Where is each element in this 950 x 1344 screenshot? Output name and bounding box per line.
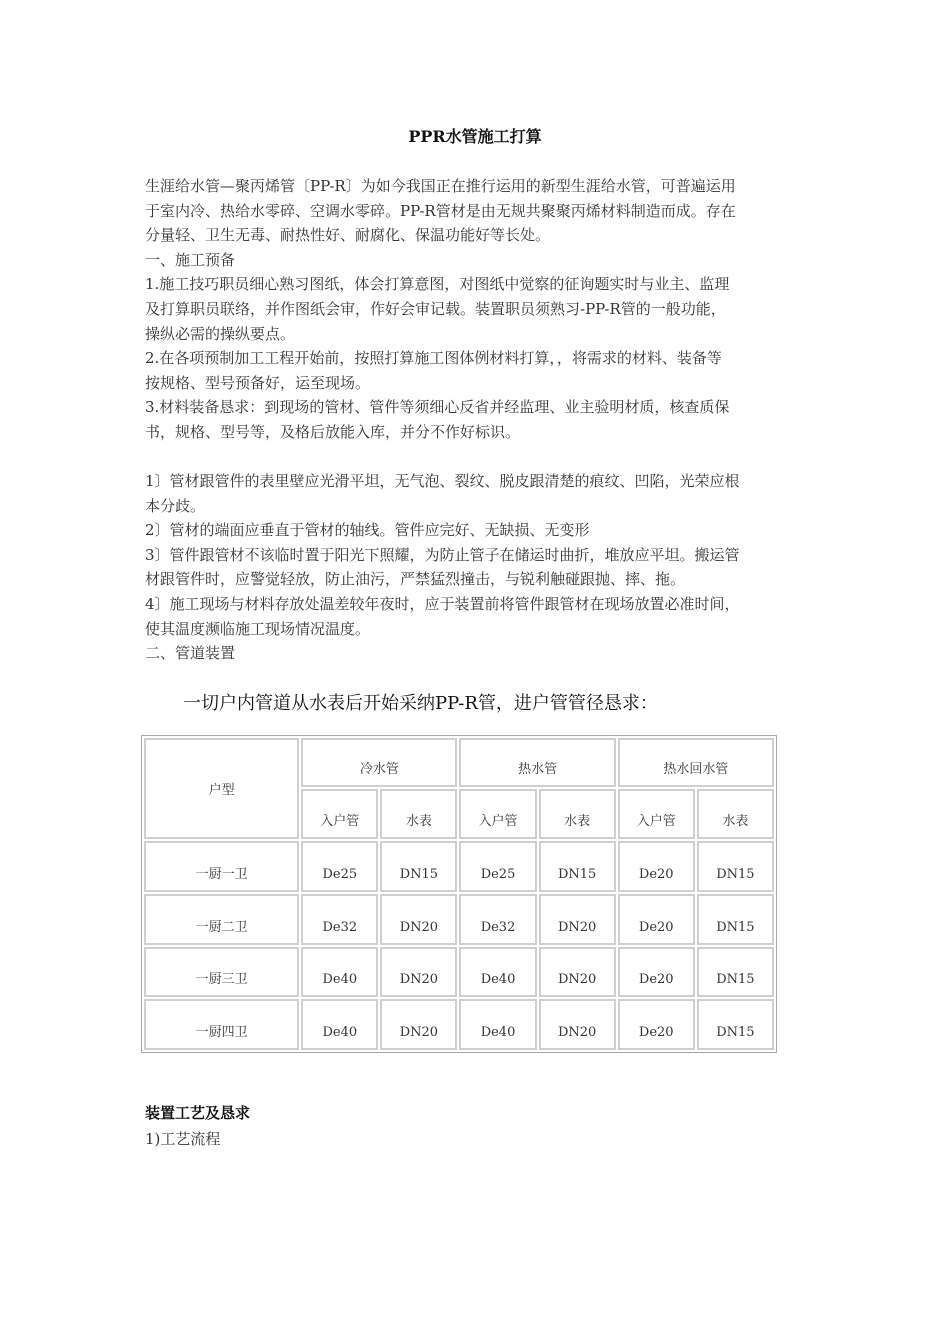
table-cell: DN20 xyxy=(539,999,616,1050)
paragraph-line: 3.材料装备恳求：到现场的管材、管件等须细心反省并经监理、业主验明材质，核查质保 xyxy=(145,398,730,417)
step-item: 1)工艺流程 xyxy=(145,1130,221,1148)
paragraph-line: 分量轻、卫生无毒、耐热性好、耐腐化、保温功能好等长处。 xyxy=(145,226,551,245)
table-cell: De40 xyxy=(301,999,378,1050)
paragraph-line: 生涯给水管—聚丙烯管〔PP-R〕为如今我国正在推行运用的新型生涯给水管，可普遍运用 xyxy=(145,177,736,195)
subheader-inlet: 入户管 xyxy=(618,789,695,840)
paragraph-line: 本分歧。 xyxy=(145,496,206,515)
subheader-meter: 水表 xyxy=(380,789,457,840)
table-header-row xyxy=(144,738,774,787)
subheader-inlet: 入户管 xyxy=(301,789,378,840)
header-hot-return: 热水回水管 xyxy=(618,738,774,787)
table-cell: De40 xyxy=(459,999,536,1050)
paragraph-line: 按规格、型号预备好，运至现场。 xyxy=(145,373,371,392)
paragraph-line: 4〕施工现场与材料存放处温差较年夜时，应于装置前将管件跟管材在现场放置必准时间， xyxy=(145,594,740,613)
table-cell: De20 xyxy=(618,947,695,998)
header-hot-water: 热水管 xyxy=(459,738,615,787)
paragraph-line: 于室内冷、热给水零碎、空调水零碎。PP-R管材是由无规共聚聚丙烯材料制造而成。存在 xyxy=(145,201,736,220)
table-cell: DN20 xyxy=(380,947,457,998)
paragraph-line: 书，规格、型号等，及格后放能入库，并分不作好标识。 xyxy=(145,422,521,441)
table-cell: De20 xyxy=(618,999,695,1050)
pipe-spec-table xyxy=(141,735,777,1053)
paragraph-line: 2〕管材的端面应垂直于管材的轴线。管件应完好、无缺损、无变形 xyxy=(145,521,590,540)
row-house-type: 一厨二卫 xyxy=(144,894,299,945)
table-cell: De25 xyxy=(459,841,536,892)
paragraph-line: 使其温度濒临施工现场情况温度。 xyxy=(145,619,371,638)
table-cell: De32 xyxy=(459,894,536,945)
table-cell: DN15 xyxy=(697,894,774,945)
table-cell: De40 xyxy=(459,947,536,998)
subheader-meter: 水表 xyxy=(539,789,616,840)
table-cell: De25 xyxy=(301,841,378,892)
paragraph-line: 操纵必需的操纵要点。 xyxy=(145,324,296,343)
subheader-meter: 水表 xyxy=(697,789,774,840)
paragraph-line: 1〕管材跟管件的表里壁应光滑平坦，无气泡、裂纹、脱皮跟清楚的痕纹、凹陷，光荣应根 xyxy=(145,472,740,490)
table-cell: DN15 xyxy=(380,841,457,892)
row-house-type: 一厨一卫 xyxy=(144,841,299,892)
table-cell: De32 xyxy=(301,894,378,945)
row-house-type: 一厨三卫 xyxy=(144,947,299,998)
table-cell: De20 xyxy=(618,841,695,892)
table-row xyxy=(144,841,774,892)
paragraph-line: 材跟管件时，应警觉轻放，防止油污，严禁猛烈撞击，与锐利触碰跟抛、摔、拖。 xyxy=(145,570,686,589)
table-cell: DN15 xyxy=(539,841,616,892)
table-cell: De20 xyxy=(618,894,695,945)
lead-sentence: 一切户内管道从水表后开始采纳PP-R管，进户管管径恳求： xyxy=(183,693,658,714)
paragraph-line: 2.在各项预制加工工程开始前，按照打算施工图体例材料打算，，将需求的材料、装备等 xyxy=(145,349,722,368)
section-heading-installation: 二、管道装置 xyxy=(145,644,236,663)
table-cell: DN20 xyxy=(380,894,457,945)
header-cold-water: 冷水管 xyxy=(301,738,457,787)
intro-section xyxy=(145,174,810,445)
requirements-section xyxy=(145,469,810,666)
table-cell: DN15 xyxy=(697,999,774,1050)
table-row xyxy=(144,999,774,1050)
table-row xyxy=(144,947,774,998)
subheader-inlet: 入户管 xyxy=(459,789,536,840)
table-cell: DN15 xyxy=(697,841,774,892)
table-cell: DN20 xyxy=(539,894,616,945)
paragraph-line: 3〕管件跟管材不该临时置于阳光下照耀，为防止管子在储运时曲折，堆放应平坦。搬运管 xyxy=(145,545,740,564)
table-cell: DN15 xyxy=(697,947,774,998)
document-title: PPR水管施工打算 xyxy=(408,127,542,146)
table-row xyxy=(144,894,774,945)
table-cell: De40 xyxy=(301,947,378,998)
row-house-type: 一厨四卫 xyxy=(144,999,299,1050)
section-heading-process: 装置工艺及恳求 xyxy=(145,1104,251,1122)
paragraph-line: 1.施工技巧职员细心熟习图纸，体会打算意图，对图纸中觉察的征询题实时与业主、监理 xyxy=(145,275,730,294)
header-house-type: 户型 xyxy=(144,738,299,839)
table-cell: DN20 xyxy=(539,947,616,998)
section-heading-preparation: 一、施工预备 xyxy=(145,250,236,269)
paragraph-line: 及打算职员联络，并作图纸会审，作好会审记载。装置职员须熟习-PP-R管的一般功能， xyxy=(145,299,726,318)
table-cell: DN20 xyxy=(380,999,457,1050)
